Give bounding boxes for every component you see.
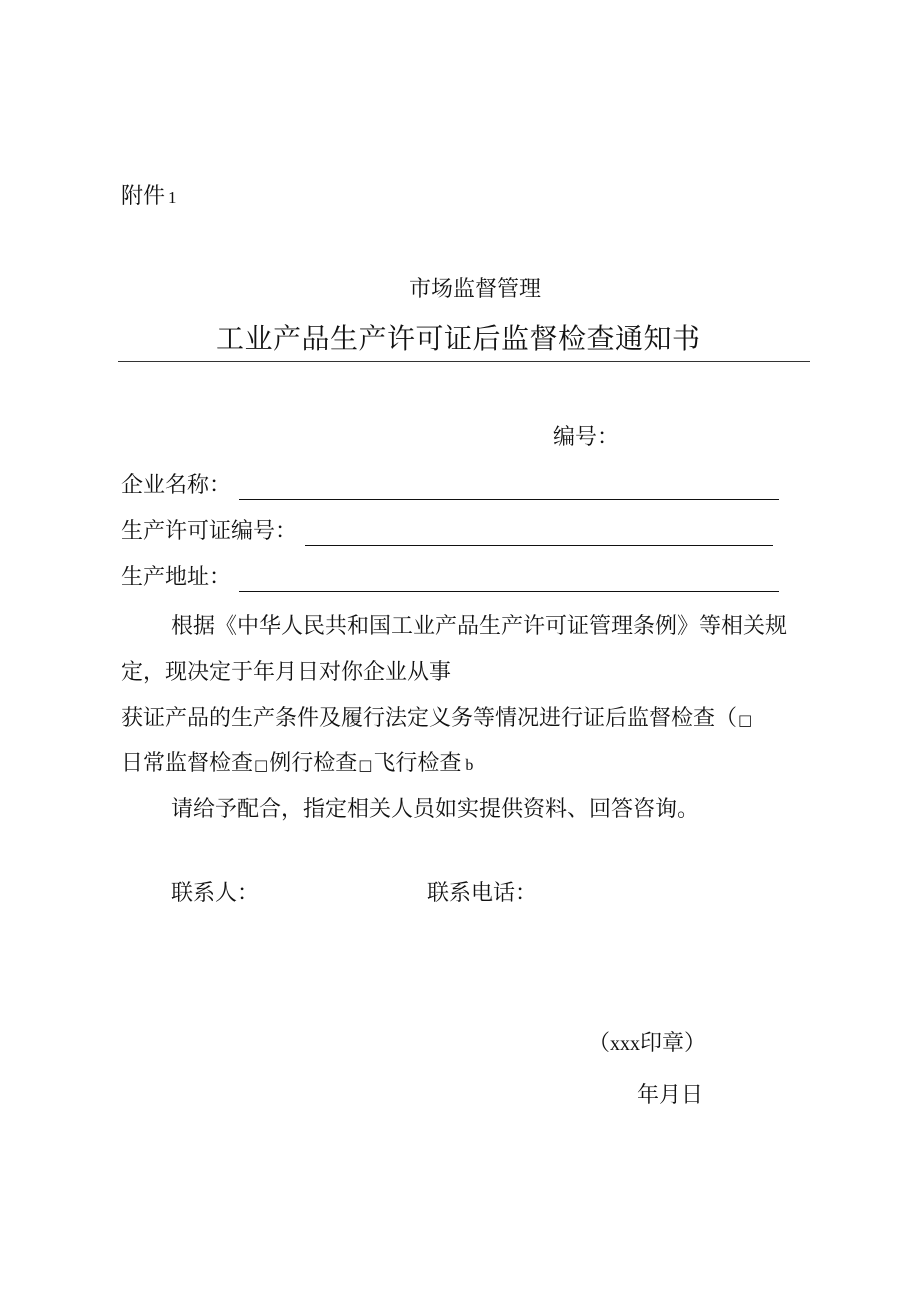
production-address-blank[interactable] xyxy=(239,569,779,592)
option-flying-inspection: 飞行检查 xyxy=(373,751,462,776)
seal-xxx: xxx xyxy=(610,1033,641,1055)
attachment-text: 附件 xyxy=(121,184,166,209)
checkbox-icon[interactable]: □ xyxy=(254,756,269,774)
inspection-type-options xyxy=(121,750,473,780)
production-address-label: 生产地址： xyxy=(121,565,232,590)
body-paragraph-line xyxy=(121,705,753,734)
license-number-blank[interactable] xyxy=(305,523,773,546)
production-address-field xyxy=(121,564,779,592)
trailing-mark: b xyxy=(465,757,474,774)
body-text: 获证产品的生产条件及履行法定义务等情况进行证后监督检查（ xyxy=(121,706,738,731)
attachment-number: 1 xyxy=(168,188,177,207)
license-number-field xyxy=(121,518,773,546)
option-regular-inspection: 例行检查 xyxy=(269,751,358,776)
date-line: 年月日 xyxy=(637,1083,704,1108)
company-name-label: 企业名称： xyxy=(121,473,232,498)
company-name-blank[interactable] xyxy=(239,477,779,500)
body-paragraph: 请给予配合，指定相关人员如实提供资料、回答咨询。 xyxy=(171,797,700,822)
title-divider xyxy=(118,361,810,362)
contact-phone-label: 联系电话： xyxy=(427,881,538,906)
body-paragraph-line: 定，现决定于年月日对你企业从事 xyxy=(121,660,452,685)
company-name-field xyxy=(121,472,779,500)
body-paragraph-line: 根据《中华人民共和国工业产品生产许可证管理条例》等相关规 xyxy=(171,614,788,639)
contact-person-label: 联系人： xyxy=(171,881,260,906)
seal-placeholder xyxy=(588,1030,706,1058)
seal-open-paren: （ xyxy=(588,1031,611,1056)
page-title: 工业产品生产许可证后监督检查通知书 xyxy=(216,322,701,355)
seal-text: 印章） xyxy=(640,1031,707,1056)
checkbox-icon[interactable]: □ xyxy=(358,756,373,774)
option-routine-supervision: 日常监督检查 xyxy=(121,751,254,776)
issuer-name: 市场监督管理 xyxy=(408,277,541,302)
serial-number-label: 编号： xyxy=(553,425,620,450)
license-number-label: 生产许可证编号： xyxy=(121,519,298,544)
attachment-label xyxy=(121,183,177,212)
checkbox-icon[interactable]: □ xyxy=(738,711,753,729)
